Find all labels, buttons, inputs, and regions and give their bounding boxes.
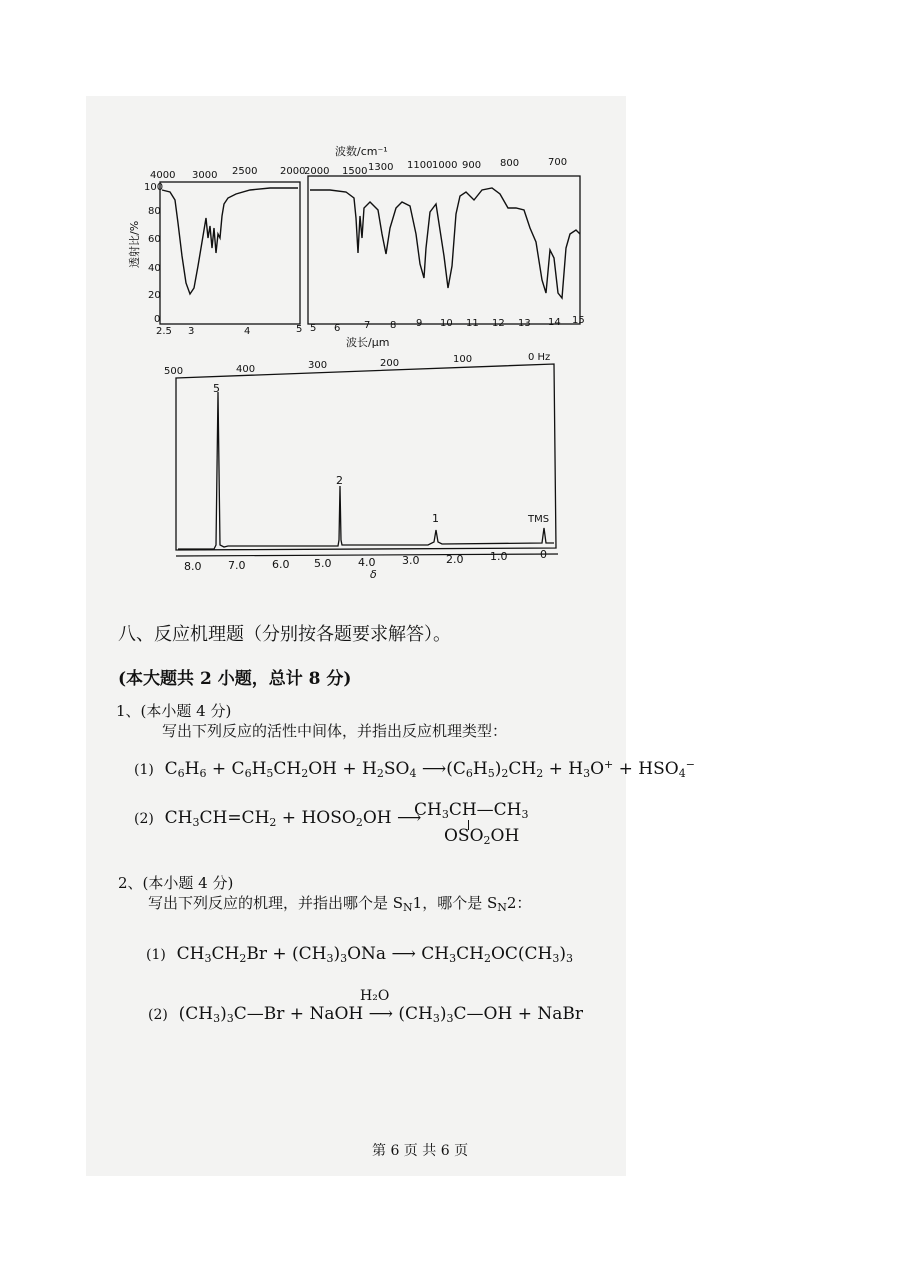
nmr-delta-ticks [184, 548, 547, 573]
q1-reaction-2-substituent: $OSO_2OH$ [444, 826, 520, 847]
reaction-number: (1) [134, 762, 154, 778]
ir-tick-label: 1500 [342, 166, 368, 177]
section-summary: (本大题共 2 小题，总计 8 分) [118, 669, 352, 689]
reaction-number: (2) [148, 1007, 168, 1023]
nmr-delta-tick-label: 1.0 [490, 550, 508, 563]
ir-right-panel-frame [308, 176, 580, 324]
nmr-delta-tick-label: 8.0 [184, 560, 202, 573]
q2-instruction-text-a: 写出下列反应的机理，并指出哪个是 S [148, 894, 404, 912]
q2-instruction-text-c: 2： [506, 894, 532, 912]
nmr-hz-tick-label: 200 [380, 358, 400, 369]
nmr-hz-tick-label: 500 [164, 366, 184, 377]
q1-reaction-2-product: $CH_3CH—CH_3$ [414, 800, 529, 821]
reaction-number: (1) [146, 947, 166, 963]
nmr-peak-label: 2 [336, 474, 343, 487]
reaction-number: (2) [134, 811, 154, 827]
ir-wavelength-label: 波长/μm [346, 336, 390, 348]
ir-tick-label: 800 [500, 158, 520, 169]
reaction-arrow: ⟶ [421, 759, 447, 779]
q1-header: 1、(本小题 4 分) [116, 702, 232, 720]
ir-tick-label: 6 [334, 323, 341, 334]
ir-y-tick-label: 40 [148, 263, 161, 274]
ir-right-top-ticks [304, 157, 567, 177]
nmr-peak-label: 5 [213, 382, 220, 395]
ir-right-trace [310, 188, 580, 298]
reaction-arrow: ⟶ [396, 808, 422, 828]
ir-left-trace [162, 188, 298, 294]
nmr-trace [178, 392, 554, 549]
ir-tick-label: 3000 [192, 170, 218, 181]
ir-tick-label: 10 [440, 318, 453, 329]
nmr-frame [176, 364, 556, 550]
nmr-delta-tick-label: 5.0 [314, 557, 332, 570]
ir-tick-label: 1300 [368, 162, 394, 173]
ir-ylabel: 透射比/% [128, 220, 141, 268]
ir-tick-label: 700 [548, 157, 568, 168]
nmr-delta-tick-label: 2.0 [446, 553, 464, 566]
nmr-hz-tick-label: 0 Hz [528, 352, 551, 363]
ir-y-tick-label: 100 [144, 182, 164, 193]
ir-tick-label: 15 [572, 315, 585, 326]
nmr-hz-tick-label: 400 [236, 364, 256, 375]
ir-tick-label: 7 [364, 320, 371, 331]
ir-tick-label: 5 [296, 324, 303, 335]
nmr-delta-tick-label: 0 [540, 548, 547, 561]
section-title: 八、反应机理题（分别按各题要求解答）。 [118, 624, 451, 645]
ir-wavenumber-label: 波数/cm⁻¹ [335, 145, 388, 158]
q2-reaction-1: (1) $CH_3CH_2Br + (CH_3)_3ONa$ ⟶ $CH_3CH_2OC(CH_3)_3$ [146, 944, 573, 965]
ir-tick-label: 5 [310, 323, 317, 334]
q2-header: 2、(本小题 4 分) [118, 874, 234, 892]
subscript-n: N [403, 901, 413, 914]
q1-reaction-2: (2) $CH_3CH=CH_2$ + $HOSO_2OH$ ⟶ [134, 808, 422, 829]
nmr-tms-label: TMS [528, 514, 550, 525]
page-footer: 第 6 页 共 6 页 [372, 1143, 469, 1159]
ir-tick-label: 1100 [407, 160, 433, 171]
ir-tick-label: 4 [244, 326, 251, 337]
ir-y-tick-label: 60 [148, 234, 161, 245]
nmr-peak-label: 1 [432, 512, 439, 525]
ir-tick-label: 2000 [304, 166, 330, 177]
q2-instruction-text-b: 1，哪个是 S [412, 894, 498, 912]
subscript-n: N [497, 901, 507, 914]
nmr-hz-tick-label: 100 [453, 354, 473, 365]
nmr-delta-tick-label: 7.0 [228, 559, 246, 572]
ir-tick-label: 11 [466, 318, 479, 329]
ir-tick-label: 14 [548, 317, 561, 328]
ir-tick-label: 8 [390, 320, 397, 331]
ir-tick-label: 9 [416, 318, 423, 329]
ir-tick-label: 13 [518, 318, 531, 329]
ir-spectrum [120, 138, 600, 348]
nmr-delta-tick-label: 3.0 [402, 554, 420, 567]
nmr-spectrum [158, 350, 570, 580]
ir-left-bottom-ticks [156, 324, 302, 337]
q1-instruction: 写出下列反应的活性中间体，并指出反应机理类型： [162, 722, 508, 740]
q1-reaction-1: (1) $C_6H_6 + C_6H_5CH_2OH + H_2SO_4$ $⟶(C_6H_5)_2CH_2 + H_3O^+ + HSO_4^-$ [134, 758, 695, 780]
q2-instruction [148, 892, 531, 914]
ir-y-tick-label: 20 [148, 290, 161, 301]
ir-tick-label: 12 [492, 318, 505, 329]
ir-y-tick-label: 80 [148, 206, 161, 217]
reaction-arrow: ⟶ [391, 944, 416, 964]
nmr-hz-ticks [164, 352, 550, 377]
ir-tick-label: 900 [462, 160, 482, 171]
q2-reaction-2-condition: H₂O [360, 988, 390, 1004]
ir-tick-label: 2000 [280, 166, 306, 177]
ir-y-tick-label: 0 [154, 314, 161, 325]
q2-reaction-2: (2) $(CH_3)_3C—Br$ + NaOH ⟶ $(CH_3)_3C—OH$ + NaBr [148, 1004, 583, 1025]
ir-tick-label: 2.5 [156, 326, 172, 337]
ir-tick-label: 1000 [432, 160, 458, 171]
ir-tick-label: 3 [188, 326, 195, 337]
reaction-arrow: ⟶ [368, 1004, 393, 1024]
ir-left-top-ticks [150, 166, 305, 181]
ir-tick-label: 4000 [150, 170, 176, 181]
nmr-delta-tick-label: 4.0 [358, 556, 376, 569]
nmr-hz-tick-label: 300 [308, 360, 328, 371]
ir-tick-label: 2500 [232, 166, 258, 177]
nmr-delta-tick-label: 6.0 [272, 558, 290, 571]
nmr-xlabel: δ [370, 568, 377, 580]
